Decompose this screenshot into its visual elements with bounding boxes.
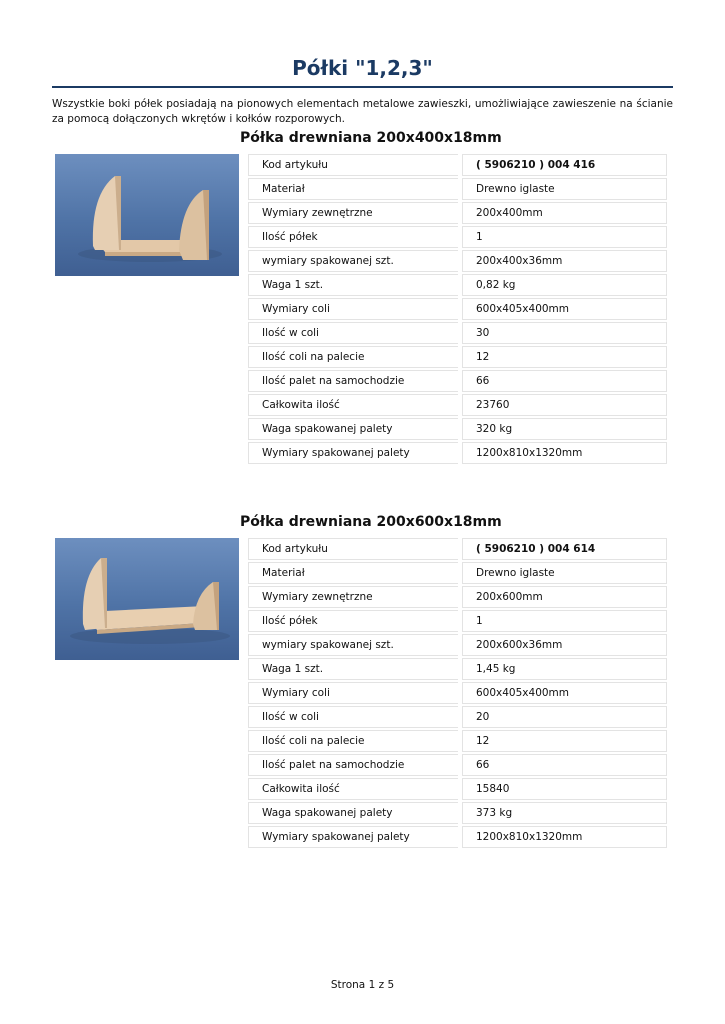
spec-key: Ilość półek [248, 226, 458, 248]
spec-key: Ilość coli na palecie [248, 730, 458, 752]
title-divider [52, 86, 673, 88]
spec-row [248, 826, 667, 848]
spec-key: Ilość palet na samochodzie [248, 370, 458, 392]
spec-row [248, 370, 667, 392]
spec-key: Ilość palet na samochodzie [248, 754, 458, 776]
spec-value: 200x600mm [462, 586, 667, 608]
spec-value: 0,82 kg [462, 274, 667, 296]
spec-key: Wymiary zewnętrzne [248, 202, 458, 224]
spec-value: 1 [462, 226, 667, 248]
spec-value: 23760 [462, 394, 667, 416]
spec-row [248, 322, 667, 344]
spec-key: Kod artykułu [248, 154, 458, 176]
spec-value: ( 5906210 ) 004 614 [462, 538, 667, 560]
spec-key: Waga spakowanej palety [248, 802, 458, 824]
spec-value: Drewno iglaste [462, 562, 667, 584]
spec-row [248, 586, 667, 608]
spec-value: 66 [462, 754, 667, 776]
spec-value: 20 [462, 706, 667, 728]
spec-row [248, 802, 667, 824]
spec-row [248, 202, 667, 224]
spec-row [248, 610, 667, 632]
spec-row [248, 274, 667, 296]
spec-key: Waga spakowanej palety [248, 418, 458, 440]
spec-row [248, 250, 667, 272]
spec-value: 600x405x400mm [462, 298, 667, 320]
spec-value: 600x405x400mm [462, 682, 667, 704]
spec-key: Materiał [248, 562, 458, 584]
spec-value: 200x400x36mm [462, 250, 667, 272]
product-1-spec-table [248, 152, 667, 466]
spec-key: Wymiary coli [248, 298, 458, 320]
product-2-image [55, 538, 239, 660]
spec-value: 200x400mm [462, 202, 667, 224]
spec-key: Waga 1 szt. [248, 658, 458, 680]
spec-key: Wymiary spakowanej palety [248, 442, 458, 464]
spec-row [248, 418, 667, 440]
spec-row [248, 394, 667, 416]
spec-row [248, 226, 667, 248]
spec-value: 200x600x36mm [462, 634, 667, 656]
spec-row [248, 178, 667, 200]
spec-value: 12 [462, 730, 667, 752]
spec-value: 1200x810x1320mm [462, 826, 667, 848]
spec-row [248, 298, 667, 320]
spec-row [248, 154, 667, 176]
spec-value: 66 [462, 370, 667, 392]
spec-key: Całkowita ilość [248, 778, 458, 800]
spec-row [248, 778, 667, 800]
page-footer: Strona 1 z 5 [330, 979, 395, 991]
intro-paragraph: Wszystkie boki półek posiadają na pionowych elementach metalowe zawieszki, umożliwiające zawieszenie na ścianie za pomocą dołączonych wkrętów i kołków rozporowych. [52, 98, 673, 125]
product-2-title: Półka drewniana 200x600x18mm [240, 514, 502, 530]
spec-key: Wymiary zewnętrzne [248, 586, 458, 608]
spec-key: wymiary spakowanej szt. [248, 634, 458, 656]
spec-key: Materiał [248, 178, 458, 200]
spec-value: Drewno iglaste [462, 178, 667, 200]
spec-value: 1200x810x1320mm [462, 442, 667, 464]
spec-key: Ilość w coli [248, 322, 458, 344]
spec-row [248, 682, 667, 704]
spec-key: Ilość półek [248, 610, 458, 632]
spec-key: Kod artykułu [248, 538, 458, 560]
spec-row [248, 538, 667, 560]
spec-key: Waga 1 szt. [248, 274, 458, 296]
spec-key: Ilość w coli [248, 706, 458, 728]
spec-row [248, 442, 667, 464]
spec-row [248, 634, 667, 656]
spec-value: 373 kg [462, 802, 667, 824]
spec-key: Wymiary spakowanej palety [248, 826, 458, 848]
spec-value: ( 5906210 ) 004 416 [462, 154, 667, 176]
spec-row [248, 562, 667, 584]
spec-value: 320 kg [462, 418, 667, 440]
spec-value: 12 [462, 346, 667, 368]
product-1-image [55, 154, 239, 276]
product-2-spec-table [248, 536, 667, 850]
spec-value: 30 [462, 322, 667, 344]
spec-row [248, 730, 667, 752]
product-1-title: Półka drewniana 200x400x18mm [240, 130, 502, 146]
spec-row [248, 658, 667, 680]
spec-value: 1,45 kg [462, 658, 667, 680]
spec-key: Całkowita ilość [248, 394, 458, 416]
page-title: Półki "1,2,3" [292, 56, 433, 80]
spec-key: wymiary spakowanej szt. [248, 250, 458, 272]
spec-row [248, 706, 667, 728]
spec-row [248, 754, 667, 776]
spec-value: 1 [462, 610, 667, 632]
spec-key: Wymiary coli [248, 682, 458, 704]
spec-value: 15840 [462, 778, 667, 800]
spec-key: Ilość coli na palecie [248, 346, 458, 368]
spec-row [248, 346, 667, 368]
